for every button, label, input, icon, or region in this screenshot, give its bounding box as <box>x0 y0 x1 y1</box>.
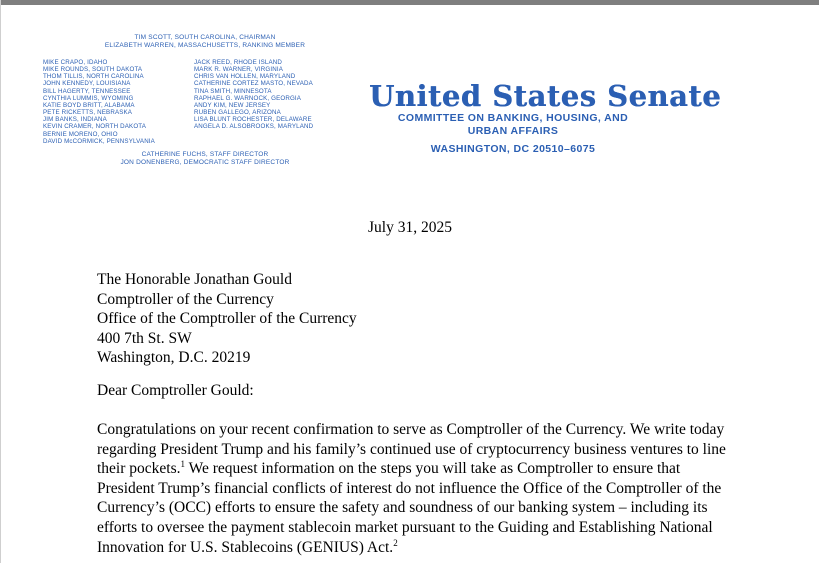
recipient-street: 400 7th St. SW <box>97 329 192 347</box>
staff-director-block <box>59 151 351 167</box>
member-name: CATHERINE CORTEZ MASTO, NEVADA <box>194 80 313 88</box>
recipient-office: Office of the Comptroller of the Currency <box>97 310 357 327</box>
committee-name-line2: URBAN AFFAIRS <box>467 125 559 137</box>
member-name: MIKE ROUNDS, SOUTH DAKOTA <box>43 66 143 74</box>
member-name: CYNTHIA LUMMIS, WYOMING <box>43 94 134 102</box>
member-name: MIKE CRAPO, IDAHO <box>43 59 108 66</box>
letter-date: July 31, 2025 <box>368 219 452 236</box>
chairman-block <box>59 34 351 50</box>
member-name: MARK R. WARNER, VIRGINIA <box>194 66 283 74</box>
footnote-marker-1: 1 <box>180 459 186 470</box>
members-column-left <box>43 59 193 145</box>
member-name: JACK REED, RHODE ISLAND <box>194 59 283 66</box>
recipient-title: Comptroller of the Currency <box>97 290 274 308</box>
member-name: PETE RICKETTS, NEBRASKA <box>43 109 133 117</box>
member-name: ANDY KIM, NEW JERSEY <box>194 101 271 109</box>
committee-address: WASHINGTON, DC 20510–6075 <box>430 143 596 155</box>
member-name: RAPHAEL G. WARNOCK, GEORGIA <box>194 94 302 102</box>
body-text-part1: Congratulations on your recent confirmation to serve as Comptroller of the Currency. We write today regarding President Trump and his family’s continued use of cryptocurrency business ventures to line their pockets. <box>97 421 726 478</box>
member-name: ANGELA D. ALSOBROOKS, MARYLAND <box>194 123 314 131</box>
staff-director-line: CATHERINE FUCHS, STAFF DIRECTOR <box>141 151 269 158</box>
footnote-marker-2: 2 <box>393 537 398 548</box>
salutation: Dear Comptroller Gould: <box>97 382 254 399</box>
members-column-right <box>194 59 364 131</box>
member-name: LISA BLUNT ROCHESTER, DELAWARE <box>194 116 312 124</box>
recipient-name: The Honorable Jonathan Gould <box>97 271 292 288</box>
recipient-address-block <box>97 270 357 368</box>
chairman-line: TIM SCOTT, SOUTH CAROLINA, CHAIRMAN <box>134 34 276 41</box>
member-name: BERNIE MORENO, OHIO <box>43 130 118 138</box>
letter-body-paragraph <box>97 420 734 557</box>
body-text-part2: We request information on the steps you will take as Comptroller to ensure that President Trump’s financial conflicts of interest do not influence the Office of the Comptroller of the Currency’s (OCC) efforts to ensure the safety and soundness of our banking system – including its efforts to oversee the payment stablecoin market pursuant to the Guiding and Establishing National Innovation for U.S. Stablecoins (GENIUS) Act. <box>97 460 722 556</box>
ranking-member-line: ELIZABETH WARREN, MASSACHUSETTS, RANKING MEMBER <box>104 42 306 49</box>
member-name: CHRIS VAN HOLLEN, MARYLAND <box>194 73 296 81</box>
member-name: JOHN KENNEDY, LOUISIANA <box>43 80 131 88</box>
democratic-staff-director-line: JON DONENBERG, DEMOCRATIC STAFF DIRECTOR <box>120 159 290 166</box>
member-name: KEVIN CRAMER, NORTH DAKOTA <box>43 123 147 131</box>
member-name: THOM TILLIS, NORTH CAROLINA <box>43 73 144 81</box>
member-name: TINA SMITH, MINNESOTA <box>194 87 272 95</box>
recipient-city: Washington, D.C. 20219 <box>97 349 251 366</box>
member-name: DAVID McCORMICK, PENNSYLVANIA <box>43 137 155 145</box>
member-name: BILL HAGERTY, TENNESSEE <box>43 87 131 95</box>
member-name: RUBEN GALLEGO, ARIZONA <box>194 109 281 117</box>
window-top-edge <box>1 0 819 5</box>
senate-title: United States Senate <box>369 79 722 113</box>
member-name: KATIE BOYD BRITT, ALABAMA <box>43 101 135 109</box>
committee-name-line1: COMMITTEE ON BANKING, HOUSING, AND <box>397 112 629 124</box>
member-name: JIM BANKS, INDIANA <box>43 116 107 124</box>
senate-letterhead <box>369 79 722 155</box>
